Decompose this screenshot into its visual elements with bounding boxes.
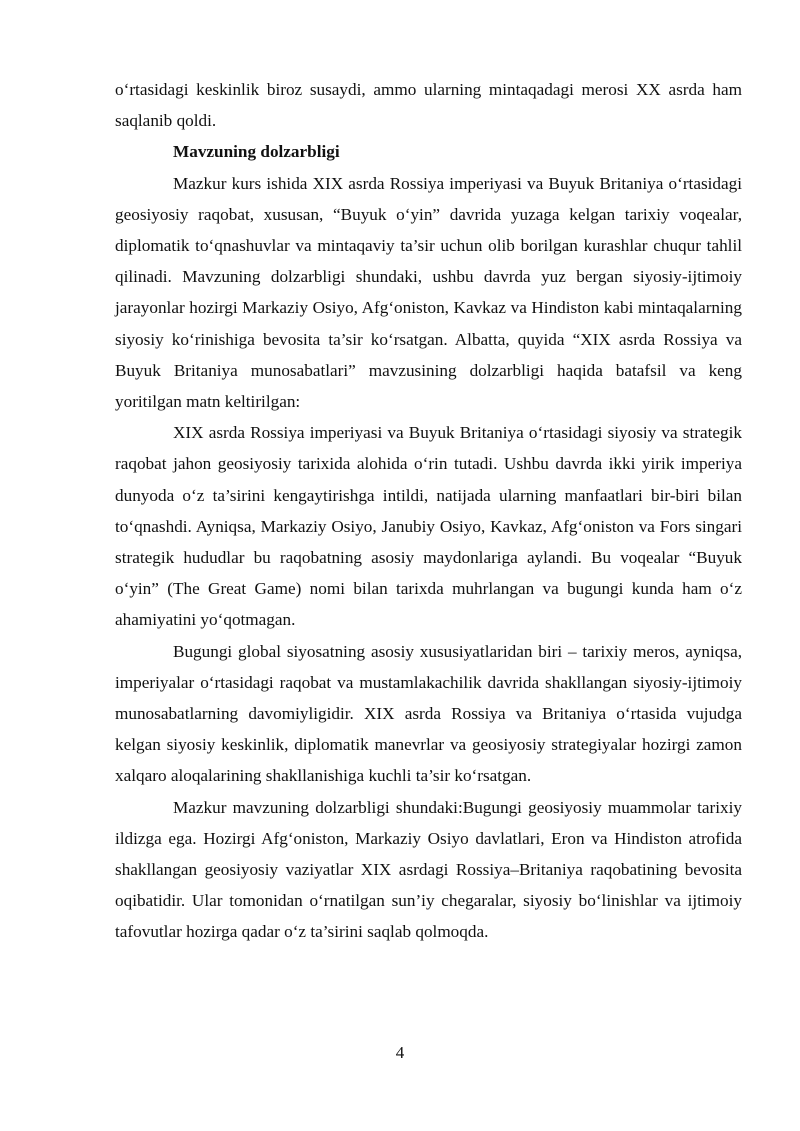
section-heading: Mavzuning dolzarbligi <box>173 142 340 162</box>
document-page <box>115 74 742 948</box>
paragraph: Mazkur kurs ishida XIX asrda Rossiya imperiyasi va Buyuk Britaniya o‘rtasidagi geosiyosiy raqobat, xususan, “Buyuk o‘yin” davrida yuzaga kelgan tarixiy voqealar, diplomatik to‘qnashuvlar va mintaqaviy ta’sir uchun olib borilgan kurashlar chuqur tahlil qilinadi. Mavzuning dolzarbligi shundaki, ushbu davrda yuz bergan siyosiy-ijtimoiy jarayonlar hozirgi Markaziy Osiyo, Afg‘oniston, Kavkaz va Hindiston kabi mintaqalarning siyosiy ko‘rinishiga bevosita ta’sir ko‘rsatgan. Albatta, quyida “XIX asrda Rossiya va Buyuk Britaniya munosabatlari” mavzusining dolzarbligi haqida batafsil va keng yoritilgan matn keltirilgan: <box>115 173 742 412</box>
page-number: 4 <box>395 1043 405 1062</box>
paragraph: Bugungi global siyosatning asosiy xususiyatlaridan biri – tarixiy meros, ayniqsa, imperiyalar o‘rtasidagi raqobat va mustamlakachilik davrida shakllangan siyosiy-ijtimoiy munosabatlarning davomiyligidir. XIX asrda Rossiya va Britaniya o‘rtasida vujudga kelgan siyosiy keskinlik, diplomatik manevrlar va geosiyosiy strategiyalar hozirgi zamon xalqaro aloqalarining shakllanishiga kuchli ta’sir ko‘rsatgan. <box>115 641 742 786</box>
paragraph: XIX asrda Rossiya imperiyasi va Buyuk Britaniya o‘rtasidagi siyosiy va strategik raqobat jahon geosiyosiy tarixida alohida o‘rin tutadi. Ushbu davrda ikki yirik imperiya dunyoda o‘z ta’sirini kengaytirishga intildi, natijada ularning manfaatlari bir-biri bilan to‘qnashdi. Ayniqsa, Markaziy Osiyo, Janubiy Osiyo, Kavkaz, Afg‘oniston va Fors singari strategik hududlar bu raqobatning asosiy maydonlariga aylandi. Bu voqealar “Buyuk o‘yin” (The Great Game) nomi bilan tarixda muhrlangan va bugungi kunda ham o‘z ahamiyatini yo‘qotmagan. <box>115 423 742 630</box>
paragraph-continuation: o‘rtasidagi keskinlik biroz susaydi, ammo ularning mintaqadagi merosi XX asrda ham saqlanib qoldi. <box>115 80 742 131</box>
paragraph: Mazkur mavzuning dolzarbligi shundaki:Bugungi geosiyosiy muammolar tarixiy ildizga ega. Hozirgi Afg‘oniston, Markaziy Osiyo davlatlari, Eron va Hindiston atrofida shakllangan geosiyosiy vaziyatlar XIX asrdagi Rossiya–Britaniya raqobatining bevosita oqibatidir. Ular tomonidan o‘rnatilgan sun’iy chegaralar, siyosiy bo‘linishlar va ijtimoiy tafovutlar hozirga qadar o‘z ta’sirini saqlab qolmoqda. <box>115 797 742 942</box>
